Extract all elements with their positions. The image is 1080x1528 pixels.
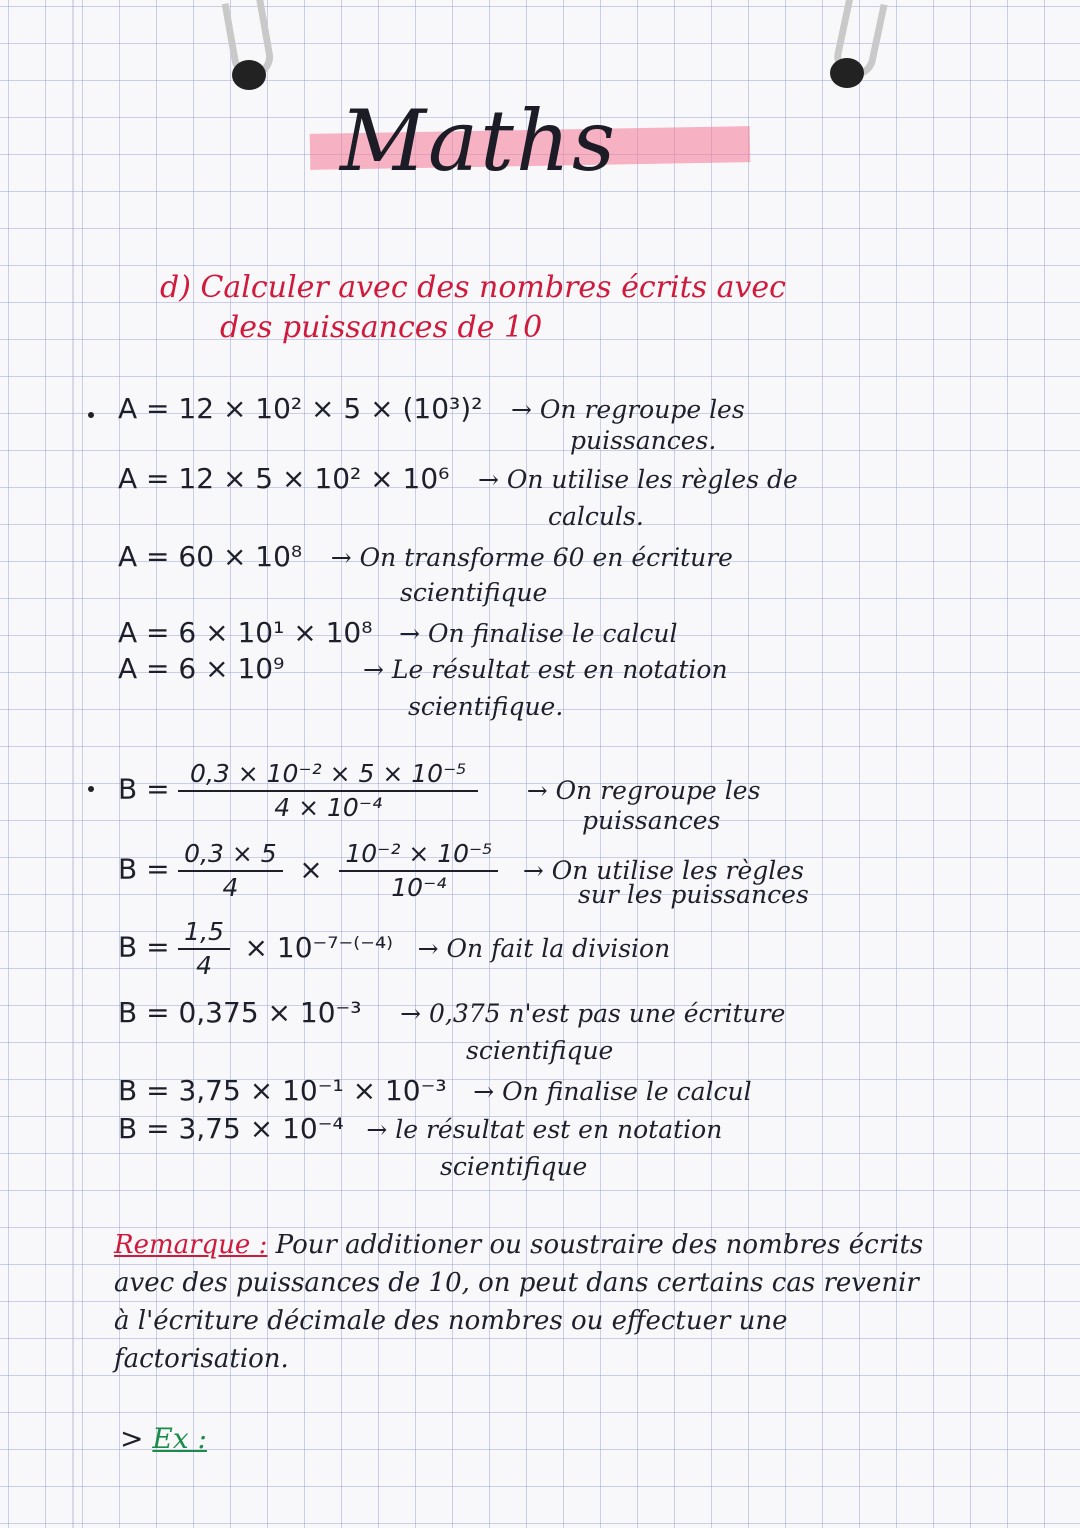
b-step-6-expr: B = 3,75 × 10⁻⁴ — [118, 1112, 344, 1145]
b-step-1-numerator: 0,3 × 10⁻² × 5 × 10⁻⁵ — [178, 758, 478, 792]
b-step-3-rest: × 10⁻⁷⁻⁽⁻⁴⁾ — [244, 930, 394, 964]
b-step-3-denominator: 4 — [196, 951, 212, 980]
b-step-4 — [118, 996, 785, 1029]
b-step-2-fraction-1 — [178, 838, 283, 904]
a-step-3-note2: scientifique — [400, 578, 548, 607]
a-step-4-expr: A = 6 × 10¹ × 10⁸ — [118, 616, 373, 649]
a-step-1-note: → On regroupe les — [511, 395, 745, 424]
binder-hole-right — [830, 58, 864, 88]
b-step-3-numerator: 1,5 — [178, 916, 230, 950]
a-step-2-note2: calculs. — [548, 502, 644, 531]
b-step-6 — [118, 1112, 722, 1145]
a-step-3 — [118, 540, 733, 573]
a-step-4 — [118, 616, 677, 649]
b-step-2-note2: sur les puissances — [578, 880, 809, 909]
binder-hole-left — [232, 60, 266, 90]
heading-line-2: des puissances de 10 — [220, 310, 543, 345]
b-step-4-note2: scientifique — [466, 1036, 614, 1065]
a-step-3-expr: A = 60 × 10⁸ — [118, 540, 303, 573]
b-step-4-note: → 0,375 n'est pas une écriture — [400, 999, 786, 1028]
a-step-5-note: → Le résultat est en notation — [362, 655, 728, 684]
heading-line-1: d) Calculer avec des nombres écrits avec — [160, 270, 786, 305]
remark-text: Pour additioner ou soustraire des nombres écrits avec des puissances de 10, on peut dans certains cas revenir à l'écriture décimale des nombres ou effectuer une factorisation. — [114, 1230, 924, 1374]
margin-line — [72, 0, 74, 1528]
b-step-2-lhs: B = — [118, 852, 170, 886]
b-step-2-numerator-2: 10⁻² × 10⁻⁵ — [339, 838, 498, 872]
a-step-1 — [118, 392, 745, 425]
a-step-5 — [118, 652, 728, 685]
b-step-3-note: → On fait la division — [417, 933, 671, 963]
b-step-2-denominator-2: 10⁻⁴ — [391, 873, 447, 902]
bullet-a — [88, 412, 94, 418]
a-step-5-note2: scientifique. — [408, 692, 564, 721]
b-step-1-note2: puissances — [582, 806, 721, 835]
b-step-2-times: × — [299, 852, 323, 886]
remark-block — [114, 1226, 934, 1378]
example-arrow: > — [120, 1422, 144, 1455]
b-step-1-lhs: B = — [118, 772, 170, 806]
b-step-5-note: → On finalise le calcul — [473, 1077, 752, 1106]
example-label: Ex : — [152, 1422, 207, 1455]
example-line — [120, 1422, 207, 1455]
a-step-3-note: → On transforme 60 en écriture — [330, 543, 733, 572]
section-heading — [160, 268, 786, 348]
b-step-3-lhs: B = — [118, 930, 170, 964]
remark-label: Remarque : — [114, 1230, 268, 1260]
a-step-1-expr: A = 12 × 10² × 5 × (10³)² — [118, 392, 483, 425]
b-step-3-fraction — [178, 916, 230, 982]
b-step-5 — [118, 1074, 752, 1107]
a-step-2 — [118, 462, 798, 495]
b-step-1-note: → On regroupe les — [526, 775, 761, 805]
b-step-2-numerator-1: 0,3 × 5 — [178, 838, 283, 872]
title-block — [300, 92, 780, 212]
b-step-6-note: → le résultat est en notation — [366, 1115, 723, 1144]
a-step-2-expr: A = 12 × 5 × 10² × 10⁶ — [118, 462, 450, 495]
b-step-2-fraction-2 — [339, 838, 498, 904]
b-step-6-note2: scientifique — [440, 1152, 588, 1181]
b-step-3 — [118, 916, 670, 982]
bullet-b — [88, 786, 94, 792]
b-step-4-expr: B = 0,375 × 10⁻³ — [118, 996, 362, 1029]
b-step-1-fraction — [178, 758, 478, 824]
a-step-5-expr: A = 6 × 10⁹ — [118, 652, 285, 685]
b-step-5-expr: B = 3,75 × 10⁻¹ × 10⁻³ — [118, 1074, 447, 1107]
b-step-2-denominator-1: 4 — [222, 873, 239, 902]
a-step-4-note: → On finalise le calcul — [399, 619, 678, 648]
a-step-1-note2: puissances. — [570, 426, 717, 455]
page-title: Maths — [340, 92, 618, 190]
b-step-2-note: → On utilise les règles — [522, 855, 804, 885]
a-step-2-note: → On utilise les règles de — [477, 465, 798, 494]
b-step-1-denominator: 4 × 10⁻⁴ — [274, 793, 383, 822]
